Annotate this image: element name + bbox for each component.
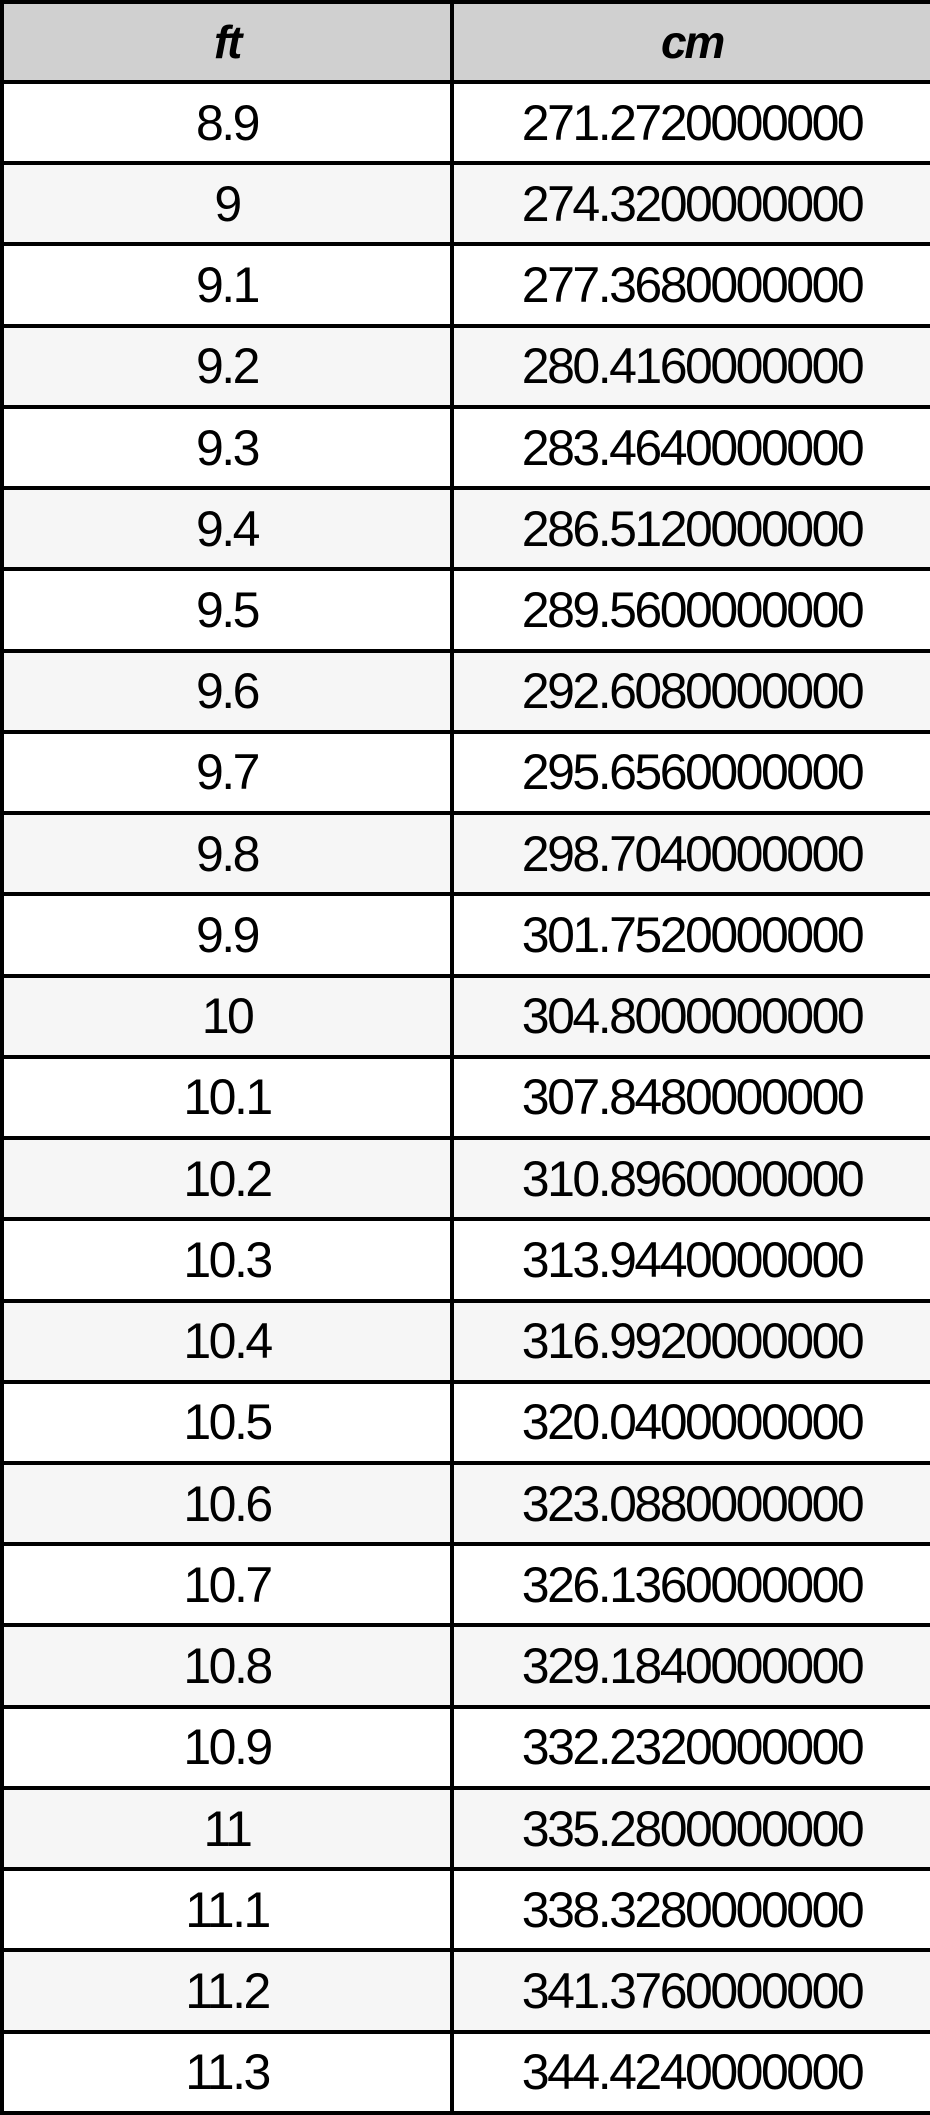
cm-value-cell: 292.6080000000 [452,651,930,732]
ft-value-cell: 10.2 [2,1138,452,1219]
table-row [2,244,930,325]
table-row [2,2032,930,2113]
column-header-ft: ft [2,2,452,82]
ft-value-cell: 10.6 [2,1463,452,1544]
cm-value-cell: 295.6560000000 [452,732,930,813]
ft-value-cell: 9.5 [2,569,452,650]
cm-value-cell: 307.8480000000 [452,1057,930,1138]
ft-value-cell: 10.7 [2,1544,452,1625]
ft-value-cell: 9 [2,163,452,244]
table-row [2,569,930,650]
cm-value-cell: 313.9440000000 [452,1219,930,1300]
ft-value-cell: 10.3 [2,1219,452,1300]
cm-value-cell: 289.5600000000 [452,569,930,650]
ft-value-cell: 10.4 [2,1301,452,1382]
table-row [2,1950,930,2031]
table-row [2,732,930,813]
ft-value-cell: 11.1 [2,1869,452,1950]
cm-value-cell: 323.0880000000 [452,1463,930,1544]
ft-value-cell: 9.8 [2,813,452,894]
ft-value-cell: 9.4 [2,488,452,569]
ft-value-cell: 9.1 [2,244,452,325]
ft-value-cell: 9.2 [2,326,452,407]
table-row [2,407,930,488]
cm-value-cell: 271.2720000000 [452,82,930,163]
table-row [2,1625,930,1706]
cm-value-cell: 326.1360000000 [452,1544,930,1625]
table-row [2,1788,930,1869]
table-row [2,1463,930,1544]
table-header [2,2,930,82]
table-row [2,1707,930,1788]
table-row [2,1057,930,1138]
cm-value-cell: 320.0400000000 [452,1382,930,1463]
ft-value-cell: 9.7 [2,732,452,813]
cm-value-cell: 335.2800000000 [452,1788,930,1869]
cm-value-cell: 341.3760000000 [452,1950,930,2031]
table-row [2,813,930,894]
cm-value-cell: 274.3200000000 [452,163,930,244]
table-body [2,82,930,2113]
cm-value-cell: 338.3280000000 [452,1869,930,1950]
cm-value-cell: 344.4240000000 [452,2032,930,2113]
cm-value-cell: 283.4640000000 [452,407,930,488]
cm-value-cell: 332.2320000000 [452,1707,930,1788]
cm-value-cell: 286.5120000000 [452,488,930,569]
cm-value-cell: 329.1840000000 [452,1625,930,1706]
table-row [2,651,930,732]
ft-value-cell: 8.9 [2,82,452,163]
table-row [2,163,930,244]
table-row [2,1138,930,1219]
table-row [2,488,930,569]
table-row [2,1219,930,1300]
cm-value-cell: 316.9920000000 [452,1301,930,1382]
cm-value-cell: 280.4160000000 [452,326,930,407]
ft-value-cell: 11.2 [2,1950,452,2031]
ft-value-cell: 10 [2,976,452,1057]
header-row [2,2,930,82]
ft-value-cell: 10.5 [2,1382,452,1463]
cm-value-cell: 304.8000000000 [452,976,930,1057]
ft-value-cell: 9.6 [2,651,452,732]
cm-value-cell: 298.7040000000 [452,813,930,894]
ft-value-cell: 9.9 [2,894,452,975]
ft-value-cell: 10.8 [2,1625,452,1706]
ft-value-cell: 10.1 [2,1057,452,1138]
cm-value-cell: 301.7520000000 [452,894,930,975]
table-row [2,1382,930,1463]
cm-value-cell: 310.8960000000 [452,1138,930,1219]
cm-value-cell: 277.3680000000 [452,244,930,325]
table-row [2,1544,930,1625]
ft-value-cell: 11 [2,1788,452,1869]
table-row [2,326,930,407]
table-row [2,894,930,975]
column-header-cm: cm [452,2,930,82]
table-row [2,976,930,1057]
table-row [2,1301,930,1382]
ft-value-cell: 11.3 [2,2032,452,2113]
ft-value-cell: 10.9 [2,1707,452,1788]
ft-value-cell: 9.3 [2,407,452,488]
table-row [2,1869,930,1950]
table-row [2,82,930,163]
